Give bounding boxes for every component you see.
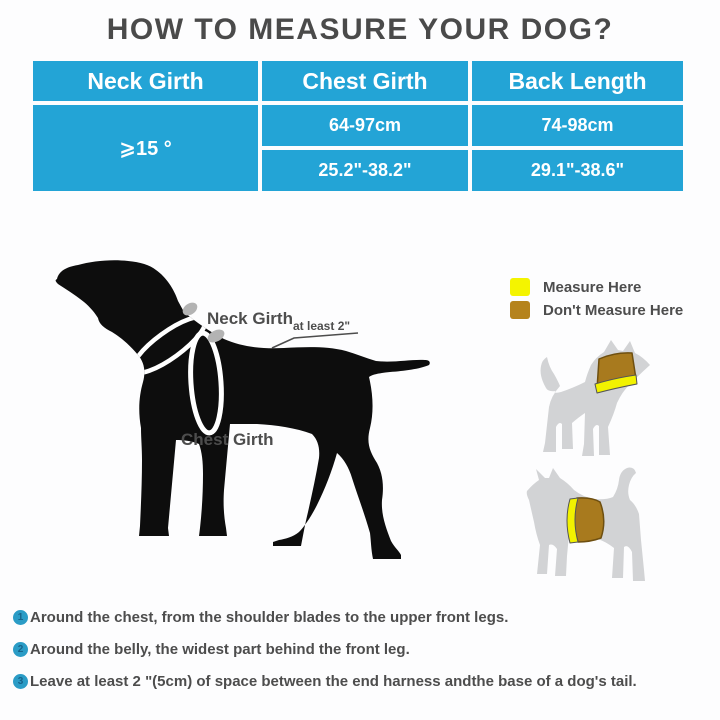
note-2-text: Around the belly, the widest part behind the front leg. bbox=[30, 641, 410, 658]
big-dog-silhouette bbox=[56, 260, 430, 559]
measure-here-swatch-icon bbox=[510, 278, 530, 296]
note-row-3 bbox=[13, 673, 637, 690]
note-1-number-badge: 1 bbox=[13, 610, 28, 625]
belly-wrap-brown bbox=[574, 498, 604, 542]
note-3-number-badge: 3 bbox=[13, 674, 28, 689]
legend-row-dont-measure bbox=[510, 301, 683, 319]
col-header-neck: Neck Girth bbox=[33, 61, 258, 101]
note-1-text: Around the chest, from the shoulder blades to the upper front legs. bbox=[30, 609, 509, 626]
note-2-number-badge: 2 bbox=[13, 642, 28, 657]
chest-cm-value: 74-98cm bbox=[472, 105, 683, 146]
neck-cm-value: 64-97cm bbox=[262, 105, 468, 146]
gap-note-label: at least 2" bbox=[293, 319, 351, 333]
measure-here-label: Measure Here bbox=[543, 278, 642, 296]
dont-measure-here-label: Don't Measure Here bbox=[543, 301, 684, 319]
dont-measure-here-swatch-icon bbox=[510, 301, 530, 319]
legend-row-measure bbox=[510, 278, 683, 296]
note-row-2 bbox=[13, 641, 410, 658]
gap-callout-line bbox=[272, 333, 358, 348]
legend bbox=[510, 278, 683, 324]
page-title: HOW TO MEASURE YOUR DOG? bbox=[106, 13, 614, 46]
small-dog-top-silhouette bbox=[541, 340, 650, 456]
chest-inch-value: 29.1"-38.6" bbox=[472, 150, 683, 191]
chest-girth-label: Chest Girth bbox=[181, 430, 274, 449]
neck-inch-value: 25.2"-38.2" bbox=[262, 150, 468, 191]
col-header-back: Back Length bbox=[472, 61, 683, 101]
note-row-1 bbox=[13, 609, 508, 626]
back-angle-value: ⩾15 ° bbox=[33, 105, 258, 191]
note-3-text: Leave at least 2 "(5cm) of space between the end harness andthe base of a dog's tail. bbox=[30, 673, 637, 690]
neck-girth-label: Neck Girth bbox=[207, 309, 293, 328]
col-header-chest: Chest Girth bbox=[262, 61, 468, 101]
